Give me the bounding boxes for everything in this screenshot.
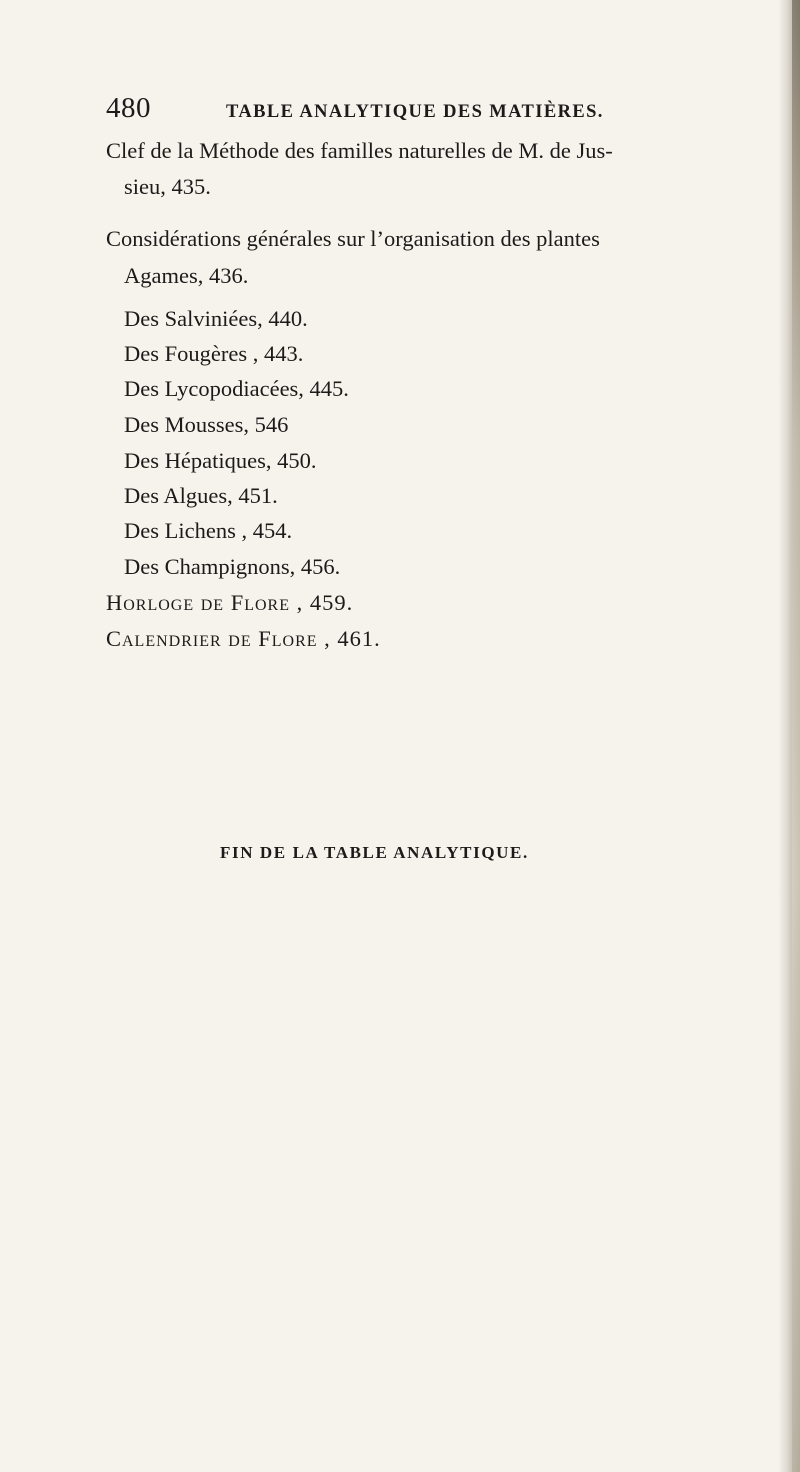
entry-horloge-de-flore: Horloge de Flore , 459. (106, 590, 354, 615)
entry-fougeres: Des Fougères , 443. (124, 341, 304, 366)
running-title: TABLE ANALYTIQUE DES MATIÈRES. (226, 102, 604, 122)
entry-considerations-line-1: Considérations générales sur l’organisation des plantes (106, 226, 600, 251)
entry-champignons: Des Champignons, 456. (124, 554, 341, 579)
entry-hepatiques: Des Hépatiques, 450. (124, 448, 317, 473)
entry-clef-line-2: sieu, 435. (124, 174, 211, 199)
entry-algues: Des Algues, 451. (124, 483, 278, 508)
page-edge-binding (792, 0, 800, 1472)
entry-calendrier-de-flore: Calendrier de Flore , 461. (106, 626, 381, 651)
entry-clef-line-1: Clef de la Méthode des familles naturelles de M. de Jus- (106, 138, 613, 163)
entry-salviniees: Des Salviniées, 440. (124, 306, 308, 331)
entry-considerations-line-2: Agames, 436. (124, 263, 249, 288)
entry-lycopodiacees: Des Lycopodiacées, 445. (124, 376, 349, 401)
page-number: 480 (106, 92, 151, 124)
running-header (106, 92, 706, 132)
end-of-table-note: FIN DE LA TABLE ANALYTIQUE. (220, 843, 529, 862)
entry-mousses: Des Mousses, 546 (124, 412, 289, 437)
entry-lichens: Des Lichens , 454. (124, 518, 293, 543)
